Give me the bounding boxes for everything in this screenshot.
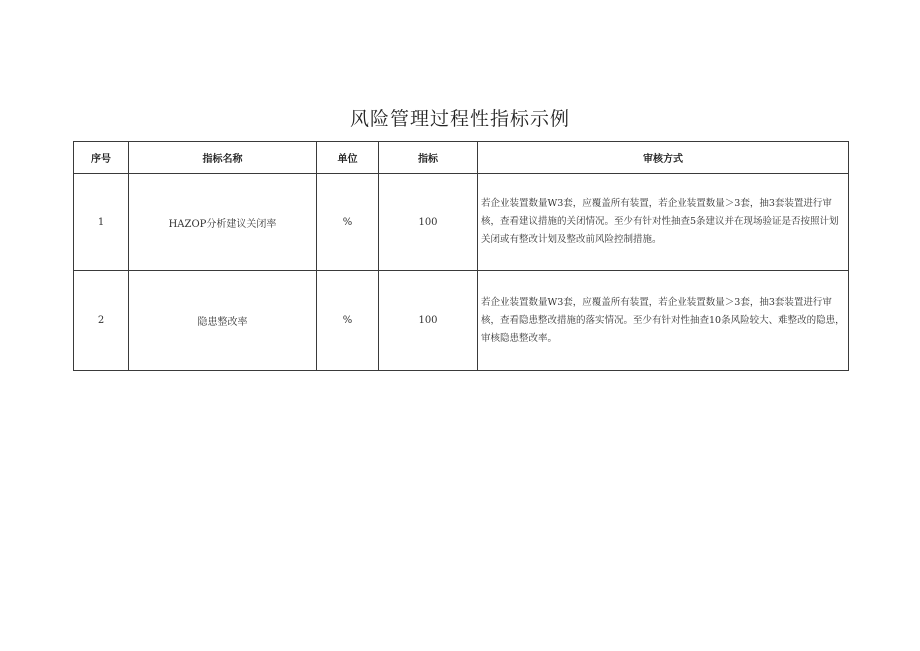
cell-unit: % — [317, 174, 379, 271]
indicator-table — [73, 141, 849, 371]
cell-audit-method: 若企业装置数量W3套，应覆盖所有装置，若企业装置数量＞3套，抽3套装置进行审核，查看建议措施的关闭情况。至少有针对性抽查5条建议并在现场验证是否按照计划关闭或有整改计划及整改前风险控制措施。 — [478, 174, 849, 271]
header-indicator-name: 指标名称 — [129, 142, 317, 174]
header-serial-number: 序号 — [74, 142, 129, 174]
table-row — [74, 271, 849, 371]
cell-unit: % — [317, 271, 379, 371]
cell-target: 100 — [379, 174, 478, 271]
cell-serial-number: 2 — [74, 271, 129, 371]
table-row — [74, 174, 849, 271]
cell-target: 100 — [379, 271, 478, 371]
cell-serial-number: 1 — [74, 174, 129, 271]
header-audit-method: 审核方式 — [478, 142, 849, 174]
cell-indicator-name: HAZOP分析建议关闭率 — [129, 174, 317, 271]
table-header-row — [74, 142, 849, 174]
cell-indicator-name: 隐患整改率 — [129, 271, 317, 371]
header-target: 指标 — [379, 142, 478, 174]
cell-audit-method: 若企业装置数量W3套，应覆盖所有装置，若企业装置数量＞3套，抽3套装置进行审核，查看隐患整改措施的落实情况。至少有针对性抽查10条风险较大、难整改的隐患，审核隐患整改率。 — [478, 271, 849, 371]
header-unit: 单位 — [317, 142, 379, 174]
document-title: 风险管理过程性指标示例 — [349, 108, 570, 130]
